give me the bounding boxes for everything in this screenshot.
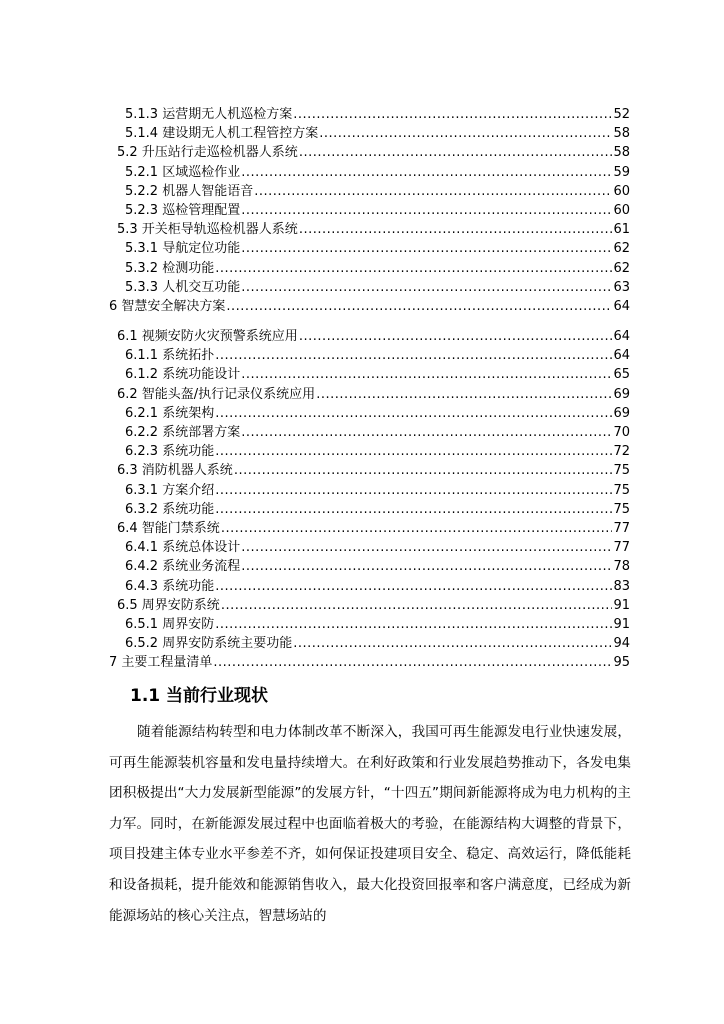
toc-entry[interactable] <box>125 499 630 518</box>
toc-entry-page: 58 <box>613 145 630 161</box>
toc-entry-page: 64 <box>613 329 630 344</box>
toc-entry-page: 77 <box>613 540 630 556</box>
toc-entry-page: 52 <box>613 107 630 122</box>
toc-entry-page: 61 <box>613 222 630 238</box>
toc-entry[interactable] <box>125 345 630 364</box>
toc-entry-title: 6.5 周界安防系统 <box>117 597 220 613</box>
toc-entry[interactable] <box>125 576 630 595</box>
toc-leader-dots <box>241 424 612 441</box>
toc-entry[interactable] <box>109 652 630 671</box>
toc-entry-title: 5.3.2 检测功能 <box>125 260 215 276</box>
toc-entry[interactable] <box>125 104 630 123</box>
toc-leader-dots <box>221 597 613 614</box>
toc-leader-dots <box>299 328 613 345</box>
toc-entry-title: 5.2.1 区域巡检作业 <box>125 164 241 180</box>
toc-leader-dots <box>319 125 612 142</box>
toc-entry-page: 75 <box>613 501 630 517</box>
toc-leader-dots <box>215 405 612 422</box>
toc-entry[interactable] <box>125 403 630 422</box>
toc-entry-title: 6.5.2 周界安防系统主要功能 <box>125 636 293 652</box>
toc-entry[interactable] <box>109 296 630 315</box>
toc-leader-dots <box>241 240 612 257</box>
toc-entry-page: 59 <box>613 164 630 180</box>
toc-entry-page: 78 <box>613 559 630 575</box>
toc-leader-dots <box>213 654 612 671</box>
toc-entry[interactable] <box>117 384 630 403</box>
toc-entry-page: 63 <box>613 279 630 295</box>
toc-leader-dots <box>293 106 612 123</box>
toc-leader-dots <box>215 501 612 518</box>
toc-leader-dots <box>234 462 613 479</box>
toc-entry-page: 69 <box>613 386 630 402</box>
toc-entry-page: 94 <box>613 636 630 652</box>
toc-entry[interactable] <box>125 556 630 575</box>
toc-entry-title: 6.1.2 系统功能设计 <box>125 367 241 383</box>
toc-leader-dots <box>241 558 612 575</box>
toc-leader-dots <box>221 520 613 537</box>
toc-entry-title: 5.2.2 机器人智能语音 <box>125 183 254 199</box>
toc-leader-dots <box>299 144 613 161</box>
toc-entry[interactable] <box>125 181 630 200</box>
toc-entry[interactable] <box>125 258 630 277</box>
toc-entry-title: 5.3.3 人机交互功能 <box>125 279 241 295</box>
toc-entry-title: 6.2.2 系统部署方案 <box>125 425 241 440</box>
toc-entry-page: 83 <box>613 578 630 594</box>
section-heading: 1.1 当前行业现状 <box>130 686 269 706</box>
toc-leader-dots <box>241 202 612 219</box>
toc-entry-page: 69 <box>613 405 630 421</box>
toc-entry[interactable] <box>125 422 630 441</box>
toc-entry[interactable] <box>125 441 630 460</box>
toc-entry-page: 75 <box>613 482 630 498</box>
toc-entry[interactable] <box>125 123 630 142</box>
toc-leader-dots <box>299 221 613 238</box>
toc-entry-title: 6.2 智能头盔/执行记录仪系统应用 <box>117 386 316 402</box>
toc-entry-title: 6.5.1 周界安防 <box>125 617 215 632</box>
toc-entry-page: 65 <box>613 367 630 383</box>
toc-entry-page: 72 <box>613 444 630 460</box>
toc-leader-dots <box>215 578 612 595</box>
toc-entry-page: 64 <box>613 348 630 364</box>
toc-leader-dots <box>215 443 612 460</box>
toc-leader-dots <box>215 347 612 364</box>
toc-entry-title: 6.1 视频安防火灾预警系统应用 <box>117 329 298 344</box>
toc-entry-title: 5.3.1 导航定位功能 <box>125 241 241 257</box>
toc-entry-title: 6 智慧安全解决方案 <box>109 299 226 314</box>
toc-leader-dots <box>241 164 612 181</box>
toc-leader-dots <box>241 366 612 383</box>
toc-entry-title: 5.1.4 建设期无人机工程管控方案 <box>125 126 319 142</box>
toc-entry-title: 6.3 消防机器人系统 <box>117 463 233 479</box>
toc-entry[interactable] <box>125 277 630 296</box>
toc-leader-dots <box>241 539 612 556</box>
toc-entry-page: 91 <box>613 617 630 632</box>
toc-entry-title: 5.1.3 运营期无人机巡检方案 <box>125 107 293 122</box>
toc-entry[interactable] <box>125 238 630 257</box>
toc-entry-title: 6.1.1 系统拓扑 <box>125 348 215 364</box>
toc-entry-page: 77 <box>613 521 630 536</box>
toc-leader-dots <box>293 635 612 652</box>
toc-leader-dots <box>215 260 612 277</box>
toc-entry[interactable] <box>125 162 630 181</box>
toc-entry-title: 6.4.2 系统业务流程 <box>125 559 241 575</box>
toc-entry[interactable] <box>117 595 630 614</box>
toc-entry[interactable] <box>117 460 630 479</box>
toc-entry-title: 6.4 智能门禁系统 <box>117 521 220 536</box>
toc-leader-dots <box>215 616 612 633</box>
toc-entry[interactable] <box>117 518 630 537</box>
toc-leader-dots <box>226 298 612 315</box>
toc-entry-title: 5.2 升压站行走巡检机器人系统 <box>117 145 298 161</box>
toc-entry-page: 60 <box>613 203 630 218</box>
toc-leader-dots <box>316 386 612 403</box>
toc-entry-page: 95 <box>613 655 630 671</box>
toc-entry-page: 75 <box>613 463 630 479</box>
toc-entry[interactable] <box>125 480 630 499</box>
toc-entry[interactable] <box>117 219 630 238</box>
toc-entry-title: 6.2.3 系统功能 <box>125 444 215 460</box>
toc-entry-title: 6.3.2 系统功能 <box>125 501 215 517</box>
toc-entry-page: 60 <box>613 183 630 199</box>
toc-entry-page: 58 <box>613 126 630 142</box>
toc-entry-title: 6.4.1 系统总体设计 <box>125 540 241 556</box>
toc-leader-dots <box>241 279 612 296</box>
toc-entry-page: 64 <box>613 299 630 314</box>
toc-entry[interactable] <box>125 200 630 219</box>
toc-leader-dots <box>254 183 612 200</box>
toc-entry-title: 6.3.1 方案介绍 <box>125 482 215 498</box>
toc-entry-title: 5.3 开关柜导轨巡检机器人系统 <box>117 222 298 238</box>
toc-entry[interactable] <box>125 633 630 652</box>
toc-entry[interactable] <box>117 326 630 345</box>
toc-entry-title: 6.4.3 系统功能 <box>125 578 215 594</box>
toc-entry[interactable] <box>125 614 630 633</box>
section-paragraph: 随着能源结构转型和电力体制改革不断深入，我国可再生能源发电行业快速发展，可再生能源装机容量和发电量持续增大。在利好政策和行业发展趋势推动下，各发电集团积极提出“大力发展新型能源”的发展方针，“十四五”期间新能源将成为电力机构的主力军。同时，在新能源发展过程中也面临着极大的考验，在能源结构大调整的背景下，项目投建主体专业水平参差不齐，如何保证投建项目安全、稳定、高效运行，降低能耗和设备损耗，提升能效和能源销售收入，最大化投资回报率和客户满意度，已经成为新能源场站的核心关注点，智慧场站的 <box>109 724 631 924</box>
toc-entry[interactable] <box>125 537 630 556</box>
toc-entry-page: 70 <box>613 425 630 440</box>
toc-leader-dots <box>215 482 612 499</box>
toc-entry[interactable] <box>125 364 630 383</box>
toc-entry-title: 6.2.1 系统架构 <box>125 405 215 421</box>
toc-entry-title: 7 主要工程量清单 <box>109 655 213 671</box>
toc-entry-page: 62 <box>613 260 630 276</box>
toc-entry-page: 62 <box>613 241 630 257</box>
toc-entry-title: 5.2.3 巡检管理配置 <box>125 203 241 218</box>
toc-entry-page: 91 <box>613 597 630 613</box>
toc-entry[interactable] <box>117 142 630 161</box>
